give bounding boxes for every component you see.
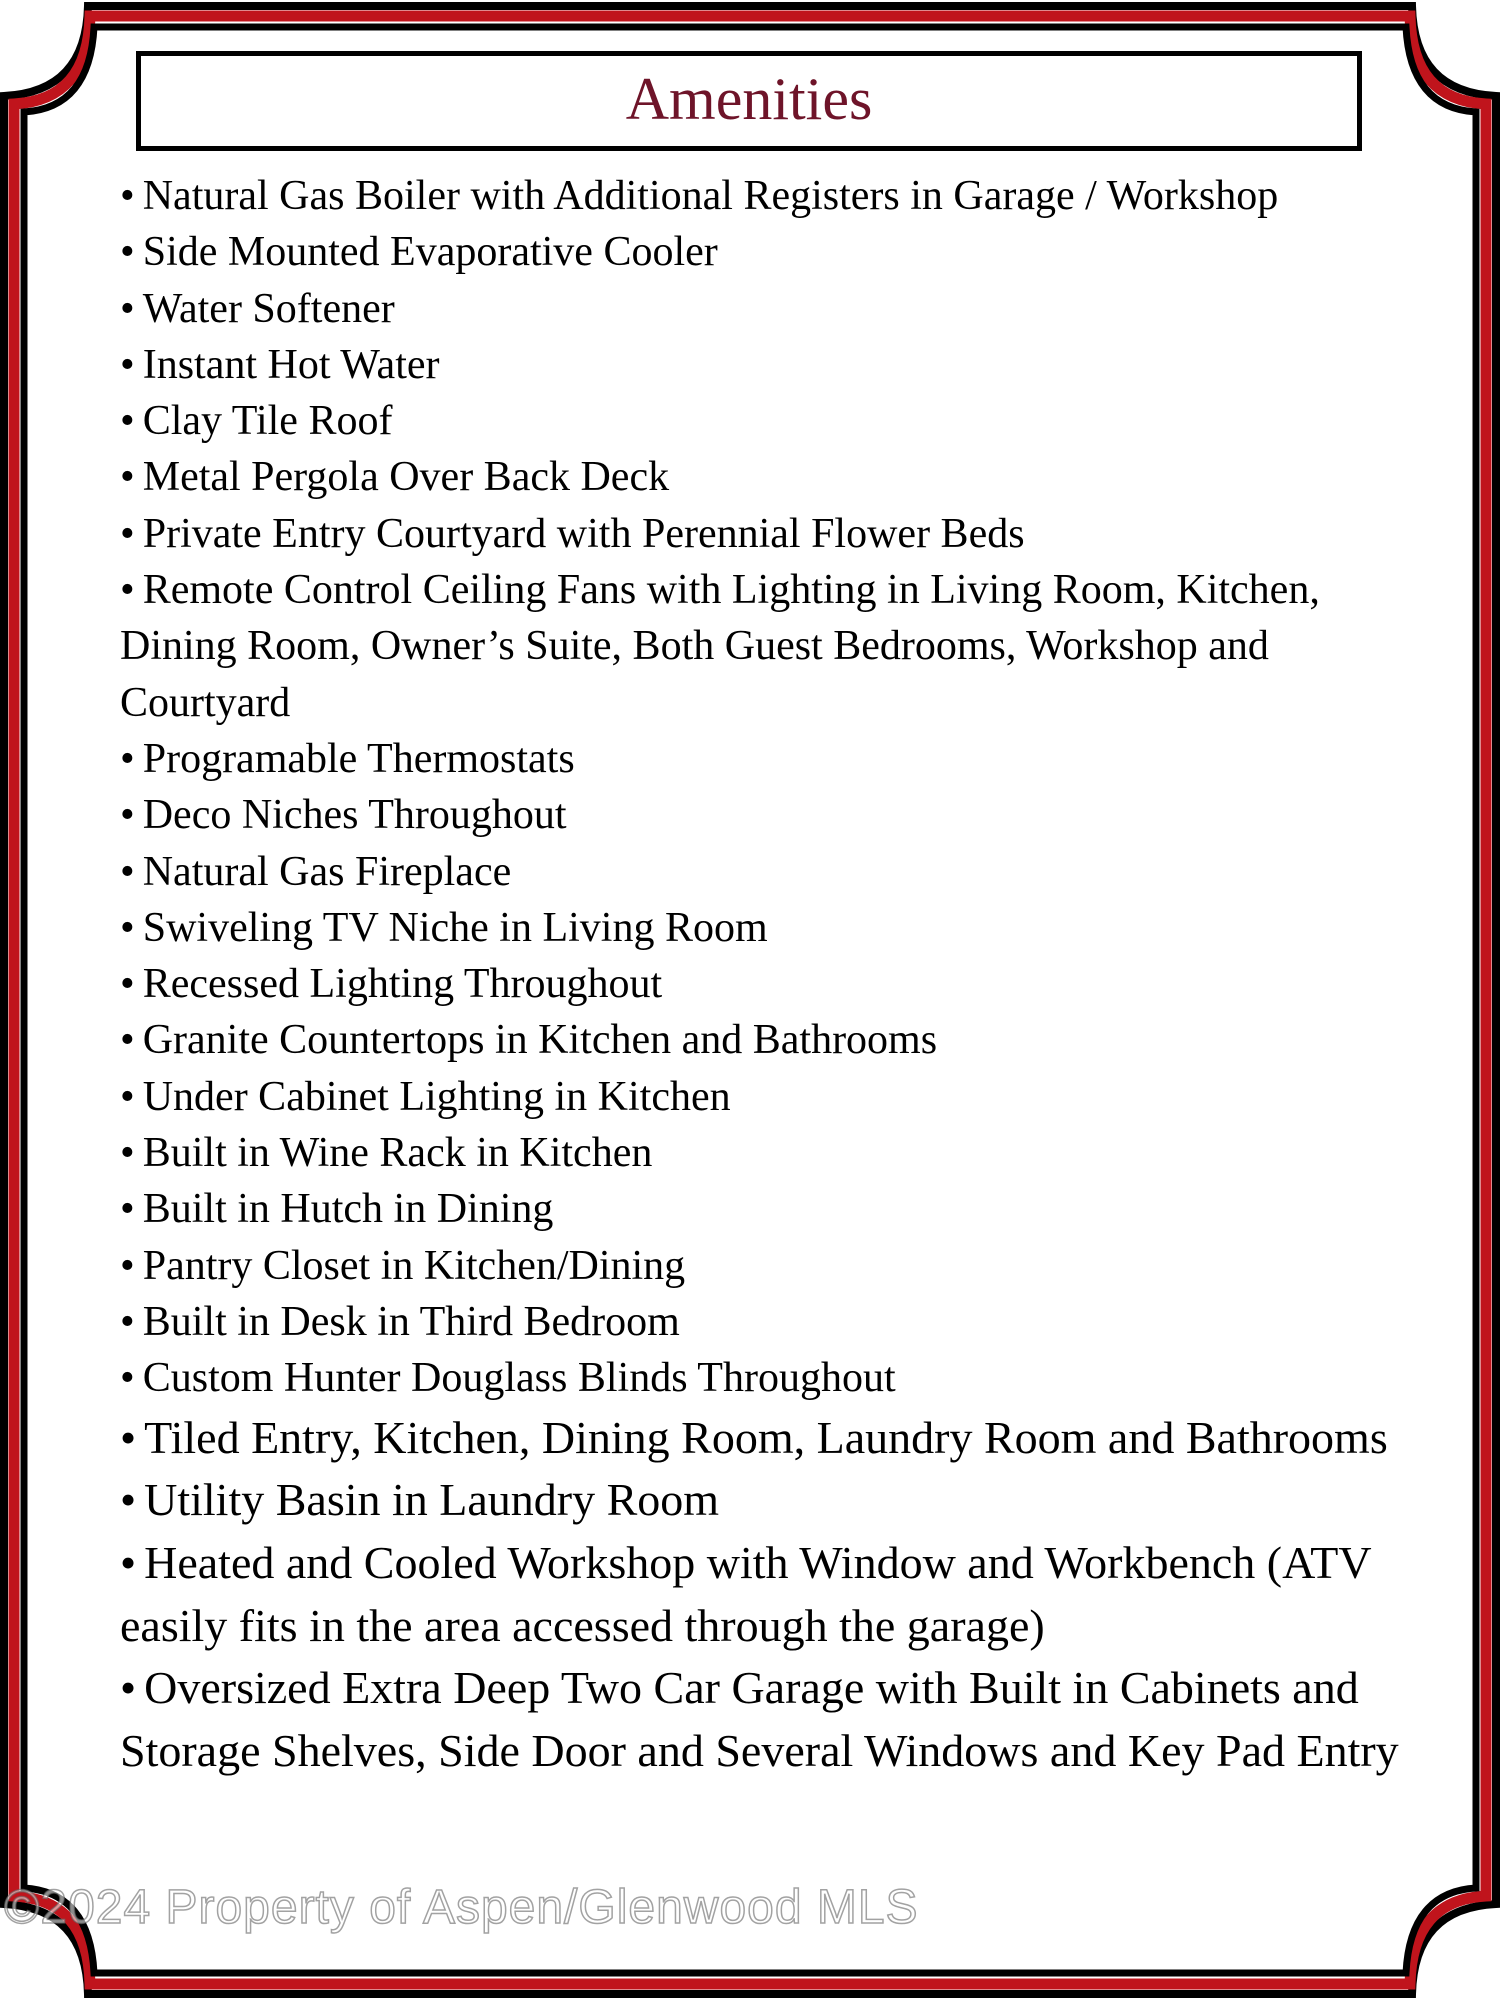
amenity-item: [120, 956, 1440, 1012]
amenity-item: [120, 1657, 1440, 1782]
amenity-item: [120, 281, 1440, 337]
amenity-item: [120, 1294, 1440, 1350]
amenity-text: Remote Control Ceiling Fans with Lighting in Living Room, Kitchen, Dining Room, Owner’s Suite, Both Guest Bedrooms, Workshop and Courtyard: [120, 567, 1320, 726]
amenity-item: [120, 449, 1440, 505]
bullet-icon: •: [120, 1411, 137, 1463]
amenity-text: Utility Basin in Laundry Room: [144, 1474, 720, 1526]
bullet-icon: •: [120, 735, 135, 782]
amenity-text: Custom Hunter Douglass Blinds Throughout: [142, 1355, 896, 1402]
bullet-icon: •: [120, 285, 135, 332]
bullet-icon: •: [120, 792, 135, 839]
amenity-text: Pantry Closet in Kitchen/Dining: [142, 1242, 686, 1289]
amenity-item: [120, 1407, 1440, 1470]
amenity-text: Natural Gas Boiler with Additional Registers in Garage / Workshop: [142, 173, 1279, 219]
amenity-text: Tiled Entry, Kitchen, Dining Room, Laundry Room and Bathrooms: [144, 1411, 1388, 1463]
watermark: ©2024 Property of Aspen/Glenwood MLS: [4, 1881, 919, 1934]
amenity-text: Recessed Lighting Throughout: [142, 961, 663, 1008]
amenity-item: [120, 787, 1440, 843]
bullet-icon: •: [120, 1186, 135, 1233]
amenity-item: [120, 224, 1440, 280]
amenity-text: Private Entry Courtyard with Perennial Flower Beds: [142, 510, 1025, 557]
amenity-text: Instant Hot Water: [142, 341, 440, 388]
amenity-item: [120, 1469, 1440, 1532]
amenity-text: Clay Tile Roof: [142, 398, 393, 445]
amenity-text: Heated and Cooled Workshop with Window and Workbench (ATV easily fits in the area accessed through the garage): [120, 1536, 1371, 1651]
bullet-icon: •: [120, 961, 135, 1008]
amenity-text: Built in Hutch in Dining: [142, 1186, 554, 1233]
amenity-item: [120, 900, 1440, 956]
amenity-text: Deco Niches Throughout: [142, 792, 567, 839]
bullet-icon: •: [120, 1474, 137, 1526]
amenity-text: Built in Desk in Third Bedroom: [142, 1298, 680, 1345]
bullet-icon: •: [120, 229, 135, 276]
amenity-text: Granite Countertops in Kitchen and Bathrooms: [142, 1017, 938, 1064]
bullet-icon: •: [120, 398, 135, 445]
amenity-text: Natural Gas Fireplace: [142, 848, 512, 895]
bullet-icon: •: [120, 1130, 135, 1177]
amenity-text: Side Mounted Evaporative Cooler: [142, 229, 718, 276]
bullet-icon: •: [120, 1298, 135, 1345]
bullet-icon: •: [120, 1242, 135, 1289]
bullet-icon: •: [120, 510, 135, 557]
amenity-list: [120, 168, 1440, 1783]
bullet-icon: •: [120, 567, 135, 614]
bullet-icon: •: [120, 1073, 135, 1120]
bullet-icon: •: [120, 341, 135, 388]
title-box: [136, 51, 1362, 151]
amenity-item: [120, 337, 1440, 393]
bullet-icon: •: [120, 1662, 137, 1714]
amenity-item: [120, 1350, 1440, 1406]
amenity-item: [120, 1125, 1440, 1181]
bullet-icon: •: [120, 454, 135, 501]
amenity-item: [120, 1532, 1440, 1657]
amenity-item: [120, 506, 1440, 562]
amenity-item: [120, 1238, 1440, 1294]
bullet-icon: •: [120, 173, 135, 219]
bullet-icon: •: [120, 1355, 135, 1402]
amenity-item: [120, 168, 1440, 224]
amenity-item: [120, 562, 1440, 731]
amenity-text: Swiveling TV Niche in Living Room: [142, 904, 768, 951]
bullet-icon: •: [120, 1017, 135, 1064]
amenity-item: [120, 731, 1440, 787]
amenity-text: Oversized Extra Deep Two Car Garage with Built in Cabinets and Storage Shelves, Side Door and Several Windows and Key Pad Entry: [120, 1662, 1399, 1777]
amenity-item: [120, 1069, 1440, 1125]
amenity-text: Built in Wine Rack in Kitchen: [142, 1130, 653, 1177]
amenity-text: Programable Thermostats: [142, 735, 575, 782]
amenity-text: Water Softener: [142, 285, 395, 332]
amenity-text: Under Cabinet Lighting in Kitchen: [142, 1073, 731, 1120]
amenity-text: Metal Pergola Over Back Deck: [142, 454, 670, 501]
bullet-icon: •: [120, 1536, 137, 1588]
bullet-icon: •: [120, 904, 135, 951]
amenity-item: [120, 393, 1440, 449]
amenity-item: [120, 1012, 1440, 1068]
amenity-item: [120, 1181, 1440, 1237]
page-title: Amenities: [625, 66, 873, 132]
amenity-item: [120, 844, 1440, 900]
bullet-icon: •: [120, 848, 135, 895]
